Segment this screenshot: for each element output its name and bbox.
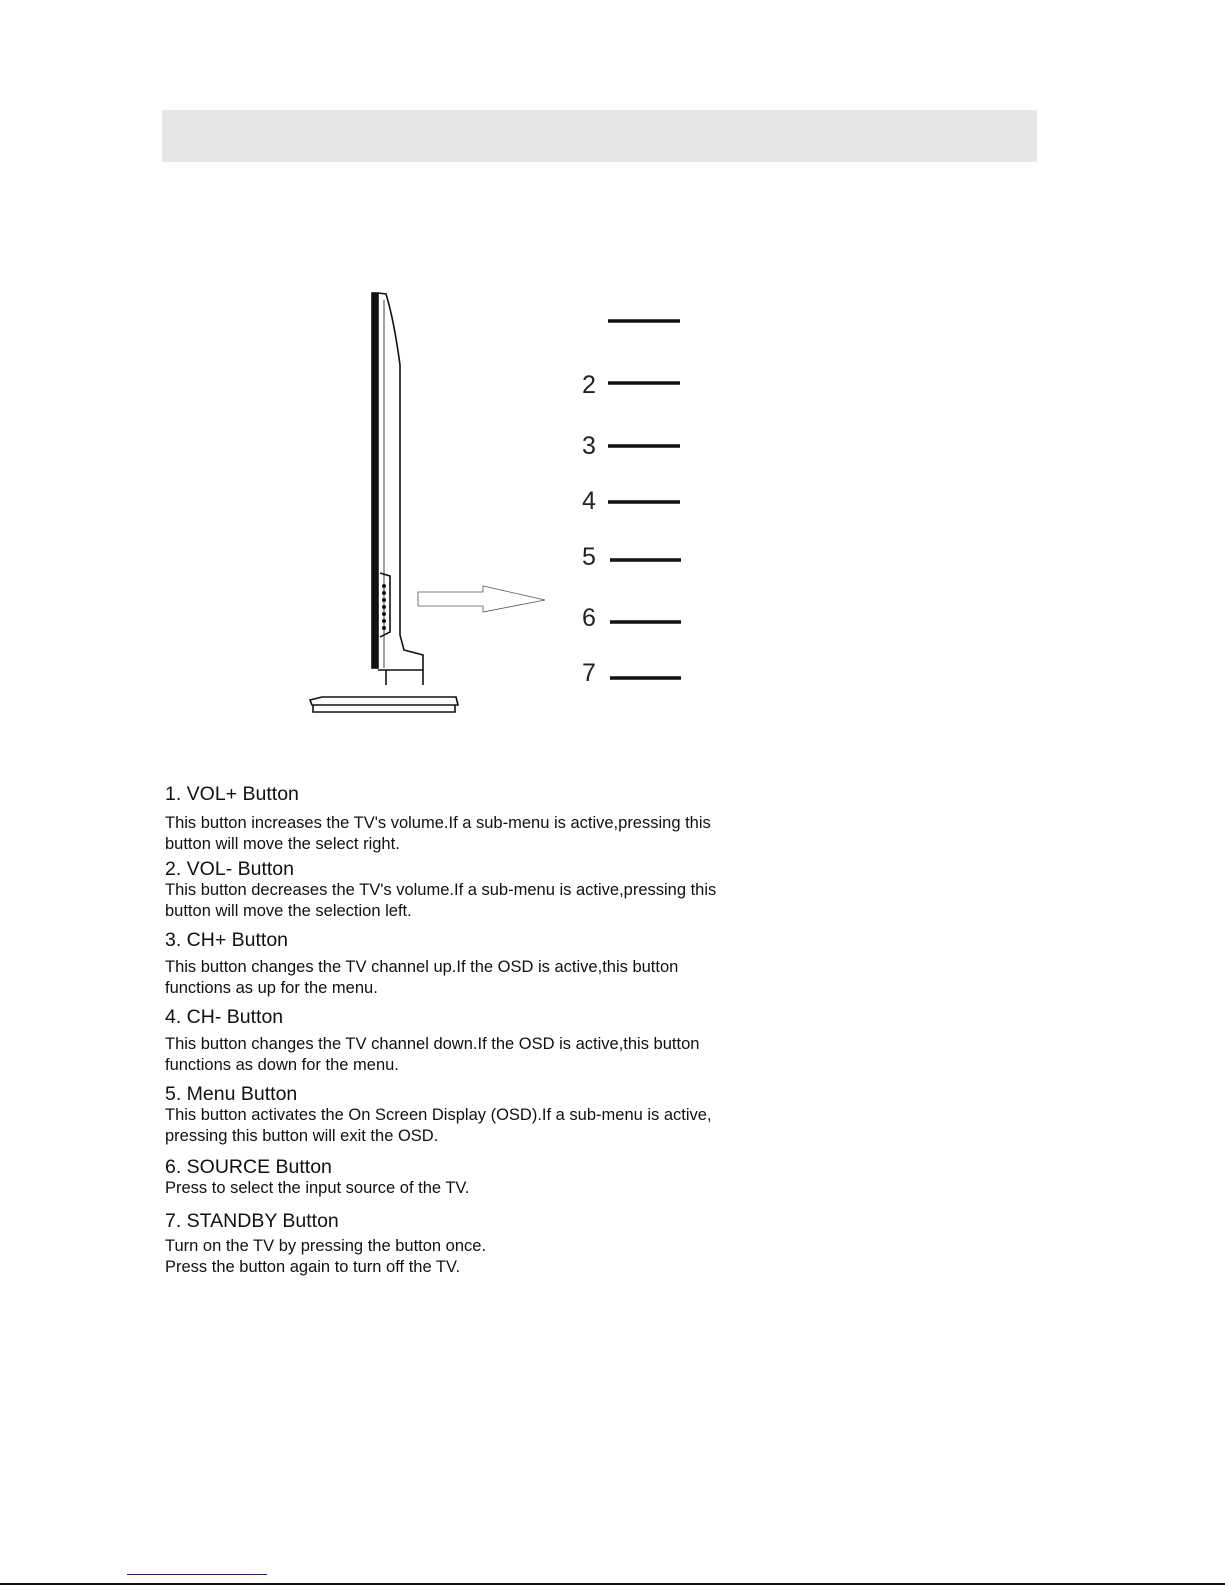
item-desc: This button activates the On Screen Display (OSD).If a sub-menu is active, bbox=[165, 1106, 712, 1124]
item-standby bbox=[165, 1210, 486, 1278]
item-vol-minus bbox=[165, 858, 716, 922]
item-desc: Press to select the input source of the TV. bbox=[165, 1179, 470, 1197]
item-desc: This button decreases the TV's volume.If a sub-menu is active,pressing this bbox=[165, 881, 717, 899]
arrow-icon bbox=[418, 586, 545, 612]
callout-lines bbox=[608, 321, 681, 678]
item-title: 7. STANDBY Button bbox=[165, 1210, 339, 1232]
tv-side-profile bbox=[310, 293, 458, 712]
item-vol-plus bbox=[165, 783, 711, 855]
item-ch-minus bbox=[165, 1006, 699, 1076]
callout-label-4: 4 bbox=[582, 487, 596, 515]
footer-link-underline bbox=[127, 1574, 267, 1575]
item-title: 5. Menu Button bbox=[165, 1083, 298, 1105]
item-desc: button will move the selection left. bbox=[165, 902, 412, 920]
callout-label-3: 3 bbox=[582, 432, 596, 460]
item-menu bbox=[165, 1083, 712, 1147]
item-ch-plus bbox=[165, 929, 678, 999]
item-desc: pressing this button will exit the OSD. bbox=[165, 1127, 439, 1145]
item-desc: This button increases the TV's volume.If a sub-menu is active,pressing this bbox=[165, 814, 711, 832]
item-desc: Press the button again to turn off the TV. bbox=[165, 1258, 461, 1276]
item-desc: This button changes the TV channel down.If the OSD is active,this button bbox=[165, 1035, 700, 1053]
item-source bbox=[165, 1156, 470, 1199]
item-title: 2. VOL- Button bbox=[165, 858, 294, 880]
item-desc: Turn on the TV by pressing the button once. bbox=[165, 1237, 487, 1255]
callout-label-2: 2 bbox=[582, 371, 596, 399]
tv-side-view-diagram bbox=[0, 0, 1225, 760]
callout-label-6: 6 bbox=[582, 604, 596, 632]
item-title: 1. VOL+ Button bbox=[165, 783, 299, 805]
callout-label-7: 7 bbox=[582, 659, 596, 687]
callout-label-5: 5 bbox=[582, 543, 596, 571]
item-title: 6. SOURCE Button bbox=[165, 1156, 332, 1178]
item-desc: functions as up for the menu. bbox=[165, 979, 378, 997]
item-title: 4. CH- Button bbox=[165, 1006, 284, 1028]
item-title: 3. CH+ Button bbox=[165, 929, 289, 951]
item-desc: button will move the select right. bbox=[165, 835, 400, 853]
item-desc: This button changes the TV channel up.If the OSD is active,this button bbox=[165, 958, 679, 976]
item-desc: functions as down for the menu. bbox=[165, 1056, 399, 1074]
